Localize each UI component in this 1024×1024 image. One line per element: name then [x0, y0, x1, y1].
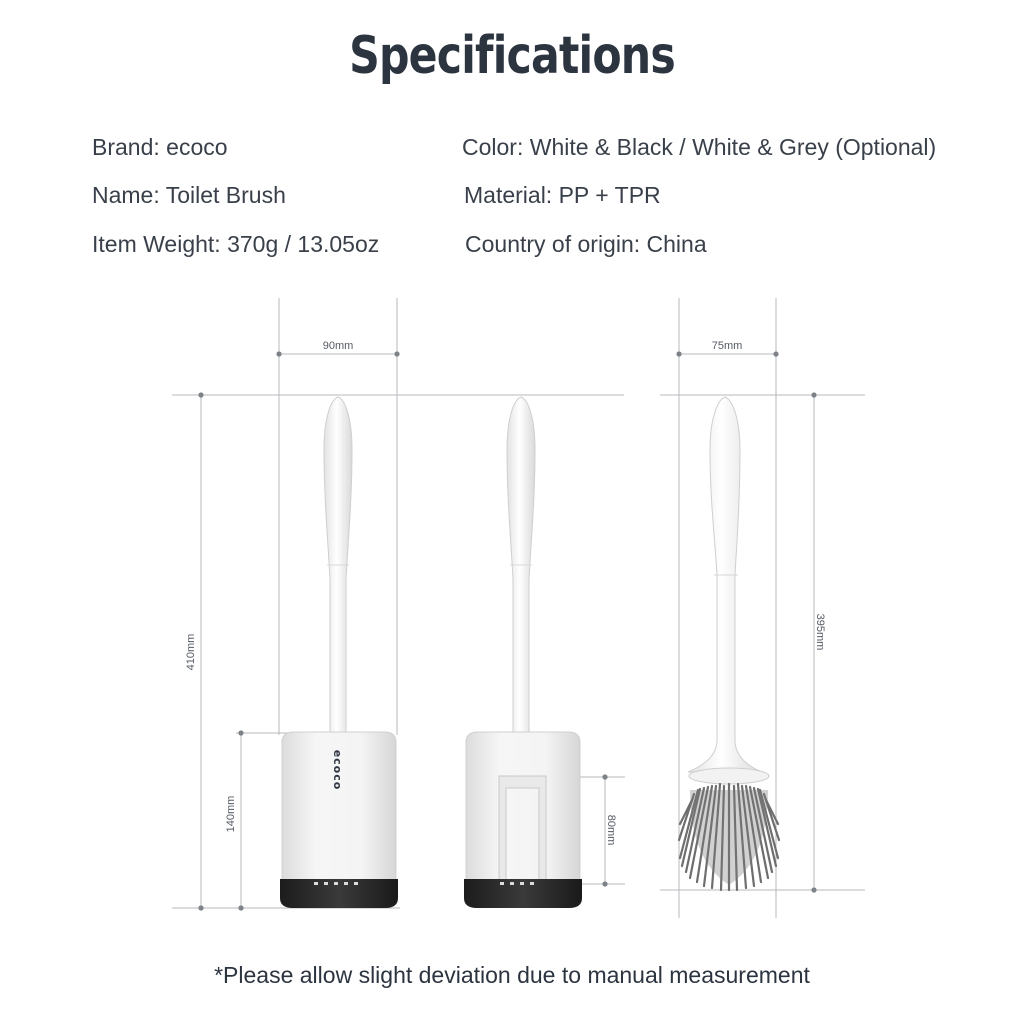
brush-head-cap	[689, 768, 769, 784]
brush-standalone	[679, 397, 779, 890]
brush-length-label: 395mm	[814, 613, 826, 651]
spec-weight: Item Weight: 370g / 13.05oz	[92, 231, 380, 257]
holder-base	[280, 879, 398, 908]
total-height-label: 410mm	[185, 633, 197, 671]
spec-material: Material: PP + TPR	[464, 182, 661, 208]
measurement-note: *Please allow slight deviation due to manual measurement	[214, 962, 810, 988]
brand-logo: ecoco	[331, 749, 344, 791]
spec-color: Color: White & Black / White & Grey (Optional)	[462, 134, 937, 160]
holder-front-view	[280, 397, 398, 908]
handle	[507, 397, 535, 735]
holder-back-view	[464, 397, 582, 908]
holder-cup	[466, 732, 580, 880]
page-title: Specifications	[349, 26, 675, 86]
spec-origin: Country of origin: China	[465, 231, 707, 257]
handle	[324, 397, 352, 735]
brush-width-label: 75mm	[711, 340, 743, 352]
holder-height-label: 140mm	[225, 795, 237, 833]
holder-width-label: 90mm	[322, 340, 354, 352]
spec-brand: Brand: ecoco	[92, 134, 228, 160]
slot-height-label: 80mm	[605, 814, 617, 846]
spec-name: Name: Toilet Brush	[92, 182, 286, 208]
brush-handle	[688, 397, 762, 772]
